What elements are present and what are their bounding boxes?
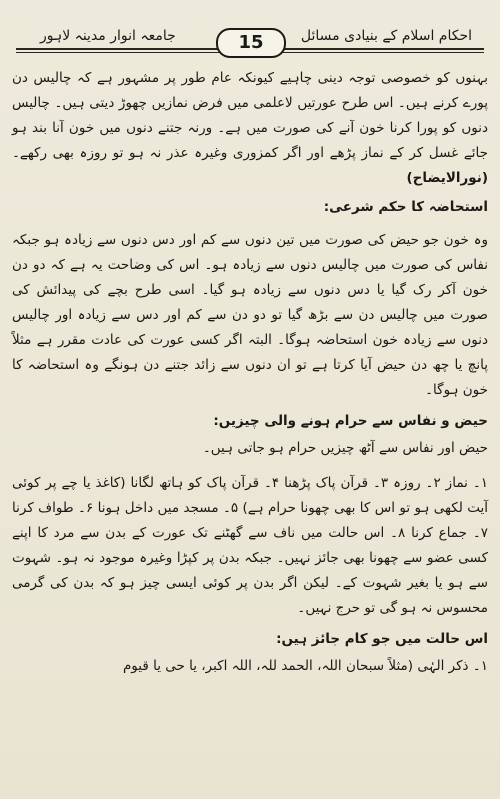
- paragraph-forbidden-intro: حیض اور نفاس سے آٹھ چیزیں حرام ہو جاتی ہیں۔: [202, 440, 488, 456]
- paragraph-forbidden-list: ۱۔ نماز ۲۔ روزہ ۳۔ قرآن پاک پڑھنا ۴۔ قرآن پاک کو ہاتھ لگانا (کاغذ یا چے پر کوئی آیت لکھی ہو تو اس کا بھی چھونا حرام ہے) ۵۔ مسجد میں داخل ہونا ۶۔ طواف کرنا ۷۔ جماع کرنا ۸۔ اس حالت میں ناف سے گھٹنے تک عورت کے بدن سے مرد کا اپنے کسی عضو سے چھونا بھی جائز نہیں۔ جبکہ بدن پر کپڑا وغیرہ موجود نہ ہو۔ شہوت سے ہو یا بغیر شہوت کے۔ لیکن اگر بدن پر کوئی ایسی چیز ہو کہ بدن کی گرمی محسوس نہ ہو گی تو حرج نہیں۔: [12, 475, 489, 616]
- heading-istihaza: استحاضہ کا حکم شرعی:: [323, 199, 488, 215]
- paragraph-istihaza: وہ خون جو حیض کی صورت میں تین دنوں سے کم اور دس دنوں سے زیادہ ہو جبکہ نفاس کی صورت میں چالیس دنوں سے زیادہ ہو۔ اس کی وضاحت یہ ہے کہ دو دن خون آکر رک گیا یا دس دنوں سے زیادہ ہو گیا۔ اسی طرح بچے کی پیدائش کی صورت میں چالیس دن سے بڑھ گیا تو دو دن سے کم اور دس سے زیادہ اور چالیس دنوں سے زیادہ خون استحاضہ ہوگا۔ البتہ اگر کسی عورت کی عادت مقرر ہے مثلاً پانچ یا چھ دن حیض آیا کرتا ہے تو ان دنوں سے زائد جتنے دن ہونگے وہ استحاضہ کا خون ہوگا۔: [12, 232, 488, 398]
- paragraph-intro: [12, 66, 488, 191]
- publisher-name: جامعہ انوار مدینہ لاہور: [34, 28, 182, 44]
- page-header: [16, 26, 484, 62]
- chapter-title: احکام اسلام کے بنیادی مسائل: [295, 28, 478, 44]
- page-number-badge: 15: [216, 28, 286, 58]
- reference-citation: (نورالایضاح): [406, 170, 488, 186]
- page-content: [12, 66, 488, 793]
- spacer: [12, 461, 488, 471]
- heading-forbidden: حیض و نفاس سے حرام ہونے والی چیزیں:: [213, 413, 488, 429]
- paragraph-permitted-list: ۱۔ ذکر الہٰی (مثلاً سبحان اللہ، الحمد للہ، اللہ اکبر، یا حی یا قیوم: [122, 658, 488, 674]
- heading-permitted: اس حالت میں جو کام جائز ہیں:: [276, 631, 488, 647]
- paragraph-intro-text: بہنوں کو خصوصی توجہ دینی چاہیے کیونکہ عام طور پر مشہور ہے کہ چالیس دن پورے کرنے ہیں۔ اس طرح عورتیں لاعلمی میں فرض نمازیں چھوڑ دیتی ہیں۔ چالیس دنوں کو پورا کرنا خون آنے کی صورت میں ہے۔ ورنہ جتنے دنوں میں خون آنا بند ہو جائے غسل کر کے نماز پڑھے اور اگر کمزوری وغیرہ عذر نہ ہو تو روزہ بھی رکھے۔: [12, 70, 488, 161]
